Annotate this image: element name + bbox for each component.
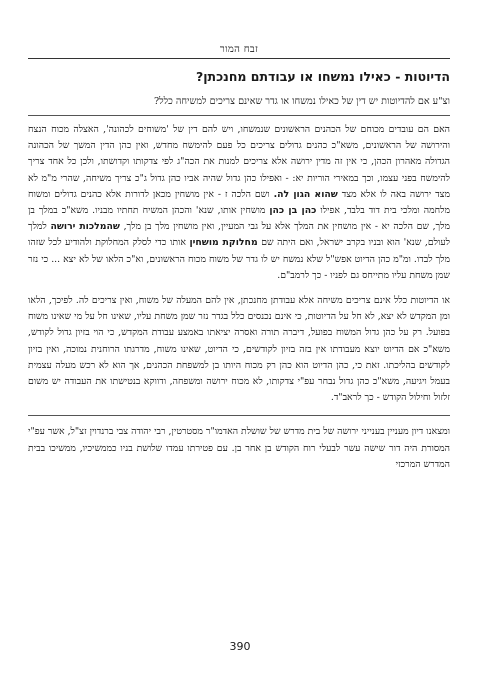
section-title: הדיוטות - כאילו נמשחו או עבודתם מחנכתן? [196, 69, 450, 84]
header-rule [28, 58, 450, 59]
paragraph-1-part-5: אותו כדי לסלק המחלוקת ולהודיע לכל שזהו מלך לבדו. ומ"מ כהן הדיוט אפש"ל שלא נמשח יש לו גדר של משוח מכוח הראשונים, וא"כ הלאו של לא יצא ... כי נזר שמן משחת עליו מתייחס גם לפניו - כך לרמב"ם. [28, 237, 450, 281]
footnote: ומצאנו דיון מעניין בענייני ירושה של בית מדרש של שושלת האדמו"ר מסטרטין, רבי יהודה צבי ברנדוין זצ"ל, אשר עפ"י המסורת היה דור שישה עשר לבעלי רוח הקודש בן אחר בן. עם פטירתו עמדו שלושת בניו כממשיכיו, ממשיכו בבית המדרש המרכזי [28, 426, 450, 470]
paragraph-1-part-4: למלך לעולם, שנא' הוא ובניו בקרב ישראל, ואם היתה שם [28, 221, 450, 249]
paragraph-1 [28, 122, 450, 284]
emphasis-kohen-ben-kohen: כהן בן כהן [269, 205, 317, 217]
body-text [28, 68, 450, 473]
paragraph-2: או הדיוטות כלל אינם צריכים משיחה אלא עבודתן מחנכתן, אין להם המעלה של משוח, ואין צריכים לה. לפיכך, הלאו ומן המקדש לא יצא, לא חל על הדיוטות, כי אינם נכנסים כלל בגדר נזר שמן משחת עליו, שאינו חל על מי שאינו משוח בפועל. רק על כהן גדול המשוח בפועל, דיברה תורה ואסרה יציאתו באמצע עבודת המקדש, כי הוי בזיון גדול לקודש, משא"כ אם הדיוט יוצא מעבודתו אין בזה בזיון לקודשים, כי הדיוט, שאינו משוח, מדרגתו הרוחנית נמוכה, ואין בזיון לקודשים בהליכתו. זאת כי, כהן הדיוט הוא כהן רק מכוח היותו בן למשפחת הכהנים, אך הוא לא רכש מעלה עצמית בעמל ויגיעה, משא"כ כהן גדול נבחר עפ"י צדקותו, לא מכוח ירושה ומשפחה, ודווקא בנטישתו את העבודה יש משום זלזול וחילול הקודש - כך לראב"ד. [28, 295, 450, 404]
section-intro: וצ"ע אם להדיוטות יש דין של כאילו נמשחו או גדר שאינם צריכים למשיחה כלל? [28, 94, 450, 116]
emphasis-machloket: מחלוקת מושחין [189, 237, 258, 249]
page-number: 390 [229, 640, 251, 653]
footnote-rule [28, 415, 450, 416]
emphasis-hagun: שהוא הגון לה. [273, 188, 338, 200]
paragraph-1-part-1: האם הם עובדים מכוחם של הכהנים הראשונים שנמשחו, ויש להם דין של 'משוחים לכהונה', האצלה מכוח הנצח והירושה של הראשונים, משא"כ כהנים גדולים צריכים כל פעם להימשח מחדש, ואין כהן הדין המשך של הכהונה הגדולה מאהרון הכהן, כי אין זה מדין ירושה אלא צריכים למנות את הכה"ג לפי צדקותו וקדושתו, ולכן כל אחד צריך להימשח בפני עצמו, וכך במאירי הוריות יא: - ואפילו כהן גדול שהיה אביו כהן גדול ג"כ צריך משיחה, שהרי מ"מ לא מצד ירושה באה לו אלא מצד [28, 124, 450, 200]
running-header: זבח המור [219, 44, 259, 55]
paragraph-1-part-2: ושם הלכה ז - אין מושחין מכאן לדורות אלא כהנים גדולים ומשוח מלחמה ומלכי בית דוד בלבד, אפילו [28, 188, 450, 217]
emphasis-malchut-yerusha: שהמלכות ירושה [50, 221, 120, 233]
paragraph-1-part-3: מושחין אותו, שנא' והכהן המשיח תחתיו מבניו. משא"כ במלך בן מלך, שם הלכה יא - אין מושחין את המלך אלא על גבי המעיין, ואין מושחין מלך בן מלך, [28, 205, 450, 233]
